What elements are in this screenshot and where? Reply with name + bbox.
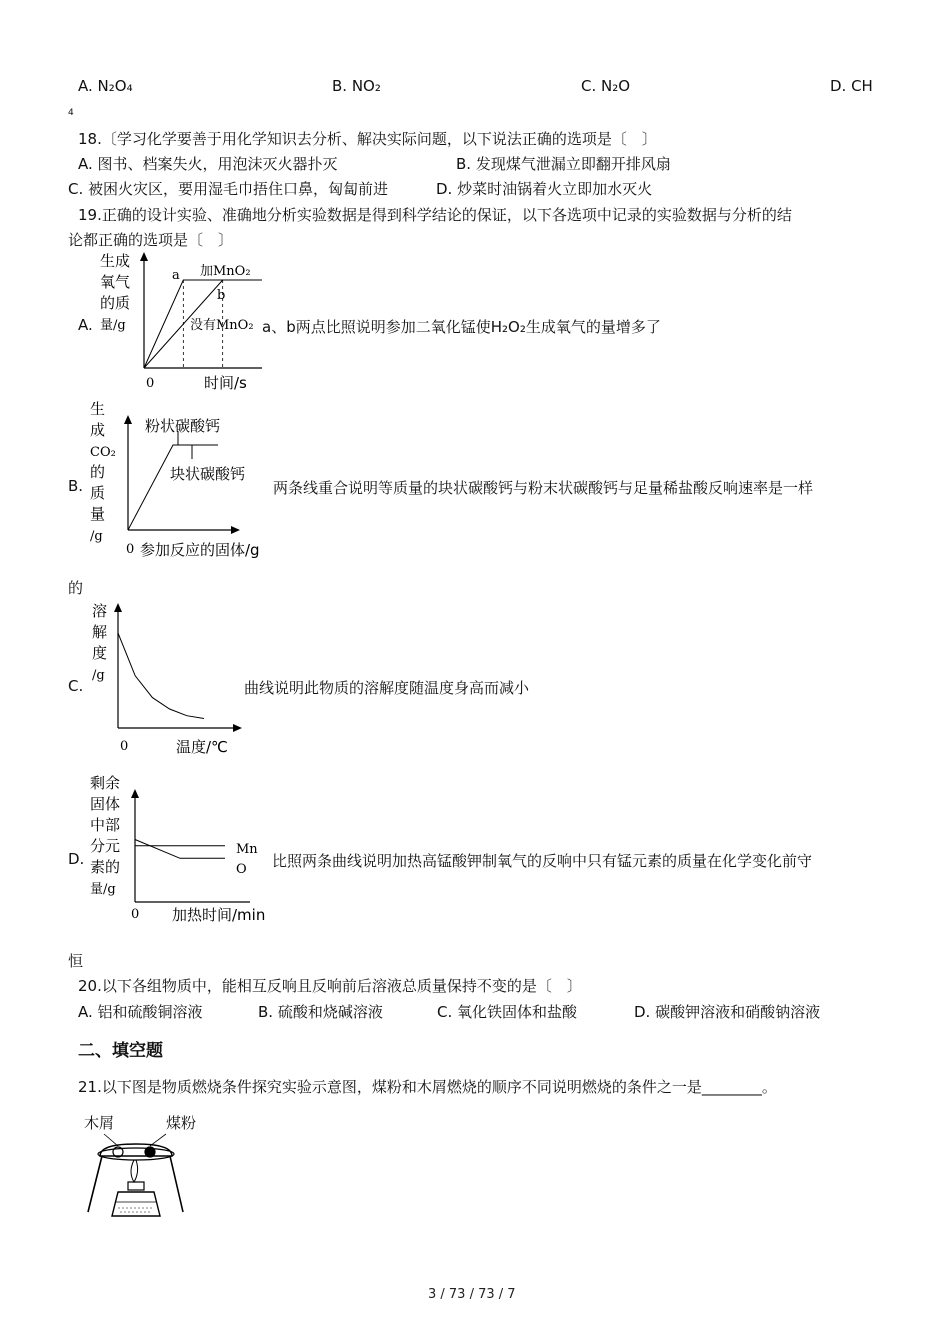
q21-label-coal: 煤粉 xyxy=(166,1114,197,1132)
q19-stem-line1: 19.正确的设计实验、准确地分析实验数据是得到科学结论的保证，以下各选项中记录的实验数据与分析的结 xyxy=(78,206,792,224)
chart-a-ylabel-line-3: 量/g xyxy=(100,318,126,333)
alcohol-lamp xyxy=(112,1192,160,1216)
chart-b-ylabel-line-2: CO₂ xyxy=(90,445,116,460)
chart-d-ylabel-line-1: 固体 xyxy=(90,795,121,813)
chart-b-ylabel-line-5: 量 xyxy=(90,505,106,523)
q17-option-b[interactable]: B. NO₂ xyxy=(332,77,381,95)
q18-option-b[interactable]: B. 发现煤气泄漏立即翻开排风扇 xyxy=(456,155,671,173)
q18-option-c[interactable]: C. 被困火灾区，要用湿毛巾捂住口鼻，匈匐前进 xyxy=(68,180,389,198)
q19-option-a-text: a、b两点比照说明参加二氧化锰使H₂O₂生成氧气的量增多了 xyxy=(262,318,661,336)
q20-stem: 20.以下各组物质中，能相互反响且反响前后溶液总质量保持不变的是〔 〕 xyxy=(78,977,582,995)
chart-c-ylabel-line-1: 解 xyxy=(92,623,108,641)
chart-a-y-arrow xyxy=(140,252,148,261)
page-number: 3 / 73 / 73 / 7 xyxy=(428,1287,516,1302)
q19-option-b-label[interactable]: B. xyxy=(68,477,84,495)
chart-d xyxy=(82,770,277,928)
chart-a-point-a: a xyxy=(172,268,180,283)
lamp-wick-holder xyxy=(128,1182,144,1190)
chart-d-y-arrow xyxy=(131,789,139,798)
chart-d-ylabel-line-2: 中部 xyxy=(90,816,121,834)
chart-c-x-arrow xyxy=(233,724,242,732)
q19-option-d-continued: 恒 xyxy=(68,952,84,970)
chart-c-y-arrow xyxy=(114,603,122,612)
chart-b-origin: 0 xyxy=(126,542,135,557)
chart-b-ylabel-line-4: 质 xyxy=(90,484,106,502)
chart-b-xlabel: 参加反应的固体/g xyxy=(140,541,260,559)
q19-option-d-label[interactable]: D. xyxy=(68,850,85,868)
chart-b-series-label-1: 块状碳酸钙 xyxy=(170,465,246,483)
chart-a-origin: 0 xyxy=(146,376,155,391)
chart-d-ylabel-line-4: 素的 xyxy=(90,858,121,876)
chart-a-xlabel: 时间/s xyxy=(204,374,247,392)
chart-b-ylabel-line-1: 成 xyxy=(90,421,106,439)
chart-d-xlabel: 加热时间/min xyxy=(172,906,266,924)
chart-b-ylabel-line-6: /g xyxy=(90,529,103,544)
chart-b-series-label-0: 粉状碳酸钙 xyxy=(145,417,221,435)
q21-label-wood: 木屑 xyxy=(84,1114,115,1132)
tripod-leg-right xyxy=(170,1156,183,1212)
lamp-liquid-hatch xyxy=(118,1208,154,1212)
chart-a-series-label-0: 加MnO₂ xyxy=(200,264,251,279)
chart-b-ylabel-line-3: 的 xyxy=(90,463,106,481)
chart-d-ylabel-line-3: 分元 xyxy=(90,837,121,855)
chart-c-origin: 0 xyxy=(120,739,129,754)
q19-option-c-text: 曲线说明此物质的溶解度随温度身高而减小 xyxy=(244,679,530,697)
chart-d-origin: 0 xyxy=(131,907,140,922)
coal-powder-sample xyxy=(145,1147,155,1157)
q18-option-a[interactable]: A. 图书、档案失火，用泡沫灭火器扑灭 xyxy=(78,155,338,173)
chart-c-curve xyxy=(118,633,204,719)
flame xyxy=(131,1160,138,1182)
q19-option-b-text: 两条线重合说明等质量的块状碳酸钙与粉末状碳酸钙与足量稀盐酸反响速率是一样 xyxy=(273,479,814,497)
q19-option-b-continued: 的 xyxy=(68,579,84,597)
coal-pointer xyxy=(150,1134,166,1146)
q19-option-d-text: 比照两条曲线说明加热高锰酸钾制氧气的反响中只有锰元素的质量在化学变化前守 xyxy=(272,852,813,870)
plate-rim xyxy=(98,1148,174,1160)
chart-d-ylabel-line-0: 剩余 xyxy=(90,774,121,792)
chart-d-line-o xyxy=(135,840,225,859)
q20-option-d[interactable]: D. 碳酸钾溶液和硝酸钠溶液 xyxy=(634,1003,821,1021)
chart-d-ylabel-line-5: 量/g xyxy=(90,882,116,897)
chart-b xyxy=(82,398,282,563)
q17-option-d[interactable]: D. CH xyxy=(830,77,873,95)
chart-c-ylabel-line-2: 度 xyxy=(92,644,108,662)
chart-b-y-arrow xyxy=(124,415,132,424)
q17-option-a[interactable]: A. N₂O₄ xyxy=(78,77,133,95)
q18-stem: 18.〔学习化学要善于用化学知识去分析、解决实际问题，以下说法正确的选项是〔 〕 xyxy=(78,130,657,148)
combustion-apparatus-illustration xyxy=(78,1130,193,1225)
chart-d-series-label-0: Mn xyxy=(236,842,258,857)
q19-stem-line2: 论都正确的选项是〔 〕 xyxy=(68,231,234,249)
chart-b-line-powder xyxy=(128,445,218,530)
q20-option-b[interactable]: B. 硫酸和烧碱溶液 xyxy=(258,1003,383,1021)
q18-option-d[interactable]: D. 炒菜时油锅着火立即加水灭火 xyxy=(436,180,653,198)
q21-stem: 21.以下图是物质燃烧条件探究实验示意图，煤粉和木屑燃烧的顺序不同说明燃烧的条件之一是________。 xyxy=(78,1078,777,1096)
q20-option-a[interactable]: A. 铝和硫酸铜溶液 xyxy=(78,1003,203,1021)
wood-pointer xyxy=(104,1134,118,1146)
chart-c-ylabel-line-3: /g xyxy=(92,668,105,683)
chart-b-ylabel-line-0: 生 xyxy=(90,400,106,418)
chart-a-series-label-1: 没有MnO₂ xyxy=(190,318,254,333)
chart-a-ylabel-line-0: 生成 xyxy=(100,252,131,270)
q20-option-c[interactable]: C. 氧化铁固体和盐酸 xyxy=(437,1003,578,1021)
chart-c-xlabel: 温度/℃ xyxy=(176,738,228,756)
chart-d-series-label-1: O xyxy=(236,862,247,877)
chart-a-point-b: b xyxy=(217,288,226,303)
chart-a xyxy=(92,248,272,396)
q17-option-c[interactable]: C. N₂O xyxy=(581,77,631,95)
q19-option-a-label[interactable]: A. xyxy=(78,316,93,334)
section-title: 二、填空题 xyxy=(78,1041,163,1061)
chart-c-ylabel-line-0: 溶 xyxy=(92,602,108,620)
chart-c xyxy=(82,598,252,763)
chart-b-x-arrow xyxy=(231,526,240,534)
chart-a-ylabel-line-2: 的质 xyxy=(100,294,131,312)
q19-option-c-label[interactable]: C. xyxy=(68,677,84,695)
chart-a-ylabel-line-1: 氧气 xyxy=(100,273,131,291)
tripod-leg-left xyxy=(88,1156,102,1212)
q17-option-d-subscript: 4 xyxy=(68,108,74,118)
